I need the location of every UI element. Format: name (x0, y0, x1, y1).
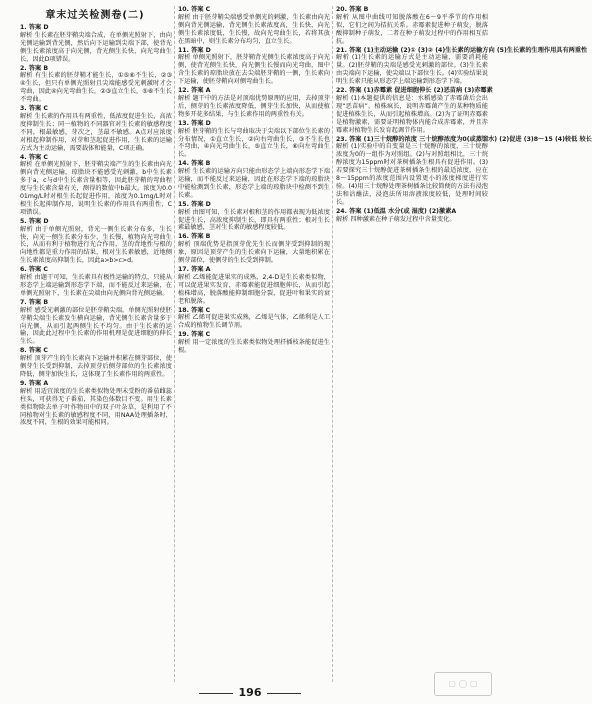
answer-line (178, 201, 330, 209)
answer-entry (336, 135, 592, 207)
answer-text: 答案 (1)赤霉素 促进细胞伸长 (2)恶苗病 (3)赤霉素 (346, 87, 493, 95)
answer-text: 答案 B (26, 298, 49, 306)
answer-line (178, 6, 330, 14)
answer-entry (20, 105, 172, 152)
answer-text: 答案 D (26, 24, 49, 31)
answer-text: 答案 A (26, 379, 49, 387)
explanation-text: 解析 由题干可知，生长素具有极性运输的特点，只能从形态学上端运输到形态学下端，而不能反过来运输，在单侧光照射下，生长素在尖端由向光侧向背光侧运输。 (20, 274, 172, 297)
explanation-text: 解析 从图中曲线可知脱落酸在6～9平季节的作用相似，它们之间为拮抗关系。赤霉素促进种子萌发，脱落酸抑制种子萌发，二者在种子萌发过程中的作用相互拮抗。 (336, 13, 488, 45)
answer-entry (20, 266, 172, 298)
question-number: 14. (178, 160, 189, 168)
explanation-text: 解析 (1)实验中的自变量是三十烷醇的浓度，三十烷醇浓度为0的一组作为对照组。(2)与对照组相比，三十烷醇浓度为15ppm时对茶树插条生根具有促进作用。(3)若要探究三十烷醇促进茶树插条生根的最适浓度，应在8～15ppm的浓度范围内设置更小的浓度梯度进行实验。(4)用三十烷醇处理茶树插条比较简便的方法有浸泡法和沾蘸法，浸泡法所用溶液浓度较低，处理时间较长。 (336, 143, 488, 206)
answer-entry (20, 380, 172, 427)
answer-text: 答案 C (26, 266, 48, 274)
explanation-text: 解析 生长素在胚芽鞘尖端合成，在单侧光照射下，由向光侧运输到背光侧，然后向下运输到尖端下部，使背光侧生长素浓度高于向光侧，背光侧生长快，向光弯曲生长，因此D项错误。 (20, 31, 172, 63)
answer-line (20, 266, 172, 274)
answer-entry (178, 201, 330, 233)
answer-text: 答案 B (188, 233, 211, 241)
page-number: 196 (0, 686, 500, 699)
answer-line (178, 87, 330, 95)
answer-entry (178, 160, 330, 200)
question-number: 5. (20, 217, 27, 225)
page-title: 章末过关检测卷(二) (45, 10, 145, 21)
answer-text: 答案 D (188, 46, 211, 54)
answer-text: 答案 (1)三十烷醇的浓度 三十烷醇浓度为0(或蒸馏水) (2)促进 (3)8～15 (4)较低 较长 (346, 135, 592, 143)
answer-text: 答案 C (26, 347, 48, 355)
answer-text: 答案 A (188, 87, 211, 95)
answer-entry (178, 87, 330, 119)
answer-text: 答案 D (188, 200, 211, 208)
page-number-rule (199, 693, 233, 694)
answer-text: 答案 C (188, 331, 211, 339)
explanation-text: 解析 乙烯能促进果实的成熟，2,4-D是生长素类似物，可以促进果实发育，赤霉素能促进细胞伸长，从而引起植株增高，脱落酸能抑制细胞分裂，促进叶和果实的衰老和脱落。 (178, 273, 330, 305)
answer-entry (336, 87, 493, 134)
question-number: 1. (20, 24, 27, 31)
answer-text: 答案 B (26, 64, 49, 72)
explanation-text: 解析 生长素的运输方向只能由形态学上端向形态学下端运输，而不能反过来运输，因此在形态学下端的琼脂块中能检测到生长素，形态学上端的琼脂块中检测不到生长素。 (178, 168, 330, 199)
answer-entry (178, 266, 330, 306)
answer-line (178, 160, 330, 168)
explanation-text: 解析 单侧光照射下，胚芽鞘背光侧生长素浓度高于向光侧，使背光侧生长快，向光侧生长慢而向光弯曲，图中含生长素的琼脂块放在去尖端胚芽鞘的一侧，生长素向下运输，使胚芽鞘向对侧弯曲生长。 (178, 54, 330, 86)
column-divider (174, 6, 175, 682)
answer-line (336, 208, 488, 216)
answer-text: 答案 C (188, 6, 211, 13)
answer-entry (178, 331, 330, 355)
page-number-rule (267, 693, 301, 694)
explanation-text: 解析 感受光刺激的部位是胚芽鞘尖端，单侧光照射使胚芽鞘尖端生长素发生横向运输，背光侧生长素含量多于向光侧，从而引起两侧生长不均匀。由于生长素的运输，因此此过程中生长素的作用机理是促进细胞的伸长生长。 (20, 306, 172, 346)
answer-entry (336, 6, 488, 46)
explanation-text: 解析 四种激素在种子萌发过程中含量变化。 (336, 215, 456, 223)
explanation-text: 解析 由于胚芽鞘尖端感受单侧光的刺激，生长素由向光侧向背光侧运输，背光侧生长素浓度高，生长快，向光侧生长素浓度低，生长慢，故向光弯曲生长，若将其放在黑暗中，则生长素分布均匀，直立生长。 (178, 13, 330, 45)
answer-line (20, 218, 172, 226)
explanation-text: 解析 顶端优势是指顶芽优先生长而侧芽受到抑制的现象，原因是顶芽产生的生长素向下运输，大量地积累在侧芽部位，使侧芽的生长受到抑制。 (178, 241, 330, 265)
explanation-text: 解析 由图可知，生长素对根和茎的作用都表现为低浓度促进生长，高浓度抑制生长，即具有两重性；根对生长素最敏感，茎对生长素的敏感程度较低。 (178, 208, 330, 232)
explanation-text: 解析 由于单侧光照射，背光一侧生长素分布多，生长快，向光一侧生长素分布少，生长慢，植物向光弯曲生长，从而有利于植物进行光合作用，茎的背地性与根的向地性都是重力作用的结果，根对生长素敏感，近地侧生长素浓度高抑制生长，因此a>b>c>d。 (20, 225, 172, 265)
answer-text: 答案 B (346, 6, 369, 13)
question-number: 16. (178, 233, 189, 241)
explanation-text: 解析 (1)本题提供的信息是：水稻感染了赤霉菌后会出现“恶苗病”，植株疯长，说明赤霉菌产生的某种物质能促进植株生长，从而引起植株增高。(2)为了证明赤霉素是植物激素，需要证明植物体内能合成赤霉素，并且赤霉素对植物生长发育起调节作用。 (336, 94, 488, 134)
answer-entry (20, 154, 172, 217)
answer-text: 答案 A (188, 266, 211, 273)
question-number: 2. (20, 64, 27, 72)
explanation-text: 解析 有生长素的胚芽鞘才能生长，①⑤⑥不生长，②③④生长，但只有单侧光照射且尖端能感受光刺激时才会弯曲，因此④向光弯曲生长，②③直立生长，⑤⑥不生长不弯曲。 (20, 72, 172, 104)
answer-entry (336, 208, 488, 224)
column-divider (332, 6, 333, 682)
explanation-text: 解析 在单侧光照射下，胚芽鞘尖端产生的生长素由向光侧向背光侧运输，琼脂块不能感受光刺激，b中生长素多于a，c与d中生长素含量相等，因此胚芽鞘的弯曲程度与生长素含量有关，测得的数值中b最大。浓度为0.001mg/L时对根生长起促进作用，浓度为0.1mg/L时对根生长起抑制作用，说明生长素的作用具有两重性，C项错误。 (20, 161, 172, 216)
answer-line (336, 6, 488, 14)
question-number: 20. (336, 6, 347, 13)
answer-text: 答案 C (188, 306, 211, 314)
answer-line (178, 120, 330, 128)
question-number: 6. (20, 266, 27, 274)
answer-entry (20, 347, 172, 379)
answer-line (20, 380, 172, 388)
answer-entry (178, 47, 330, 87)
question-number: 23. (336, 135, 347, 143)
question-number: 11. (178, 46, 189, 54)
answer-line (20, 347, 172, 355)
answer-entry (178, 6, 330, 46)
explanation-text: 解析 乙烯可促进果实成熟，乙烯是气体，乙烯利是人工合成的植物生长调节剂。 (178, 314, 330, 330)
question-number: 3. (20, 105, 27, 113)
question-number: 9. (20, 379, 27, 387)
question-number: 24. (336, 207, 347, 215)
explanation-text: 解析 生长素的作用具有两重性，低浓度促进生长，高浓度抑制生长；同一植物的不同器官对生长素的敏感程度不同，根最敏感，芽次之，茎最不敏感。A点对应浓度对根起抑制作用，对芽和茎起促进作用，生长素的运输方式为主动运输，需要载体和能量，C项正确。 (20, 112, 172, 152)
answer-entry (20, 299, 172, 346)
answer-text: 答案 C (26, 105, 48, 113)
column-1 (20, 24, 172, 684)
answer-entry (20, 65, 172, 105)
answer-entry (178, 233, 330, 265)
answer-text: 答案 D (26, 217, 49, 225)
column-2 (178, 6, 330, 666)
explanation-text: 解析 题干中的方法是对顶端优势原理的应用，去掉顶芽后，侧芽的生长素浓度降低，侧芽生长加快，从而使植物多开花多结果，与生长素作用的两重性有关。 (178, 94, 330, 118)
question-number: 22. (336, 87, 347, 95)
answer-line (336, 87, 493, 95)
answer-text: 答案 (1)主动运输 (2)① (3)② (4)生长素的运输方向 (5)生长素的生理作用具有两重性 (346, 46, 588, 54)
explanation-text: 解析 用一定浓度的生长素类似物处理扦插枝条能促进生根。 (178, 339, 330, 355)
watermark-stamp: ▢ ◯ ▢ (434, 672, 492, 696)
question-number: 19. (178, 331, 189, 339)
question-number: 10. (178, 6, 189, 13)
explanation-text: 解析 顶芽产生的生长素向下运输并积累在侧芽部位，使侧芽生长受到抑制，去掉顶芽后侧芽部位的生长素浓度降低，侧芽加快生长，这体现了生长素作用的两重性。 (20, 355, 172, 378)
answer-text: 答案 C (26, 153, 48, 161)
explanation-text: 解析 胚芽鞘的生长与弯曲取决于尖端以下部位生长素的分布情况，①直立生长，②向右弯曲生长，③不生长也不弯曲，④向光弯曲生长，⑤直立生长，⑥向左弯曲生长。 (178, 127, 330, 159)
answer-line (20, 24, 172, 32)
answer-entry (178, 120, 330, 160)
column-3 (336, 6, 592, 666)
question-number: 7. (20, 298, 27, 306)
question-number: 17. (178, 266, 189, 273)
explanation-text: 解析 用适宜浓度的生长素类似物处理未受粉的番茄雌蕊柱头，可获得无子番茄，其染色体数目不变。用生长素类似物除去单子叶作物田中的双子叶杂草，是利用了不同植物对生长素的敏感程度不同，用NAA处理插条时，浓度不同，生根的效果可能相同。 (20, 387, 172, 427)
answer-line (20, 105, 172, 113)
question-number: 4. (20, 153, 27, 161)
answer-line (20, 299, 172, 307)
answer-text: 答案 B (188, 160, 211, 168)
answer-entry (20, 24, 172, 64)
question-number: 13. (178, 119, 189, 127)
question-number: 12. (178, 87, 189, 95)
answer-text: 答案 (1)低温 水分(或 湿度) (2)激素A (346, 207, 457, 215)
explanation-text: 解析 (1)生长素的运输方式是主动运输，需要消耗能量。(2)胚芽鞘的尖端是感受光刺激的部位。(3)生长素由尖端向下运输，使尖端以下部位生长。(4)实验结果说明生长素只能从形态学上端运输到形态学下端。 (336, 54, 488, 86)
answer-entry (336, 46, 588, 87)
answer-entry (20, 218, 172, 265)
answer-entry (178, 307, 330, 331)
question-number: 18. (178, 306, 189, 314)
question-number: 8. (20, 347, 27, 355)
answer-line (178, 266, 330, 274)
question-number: 15. (178, 200, 189, 208)
answer-line (178, 331, 330, 339)
answer-text: 答案 D (188, 119, 211, 127)
question-number: 21. (336, 46, 347, 54)
